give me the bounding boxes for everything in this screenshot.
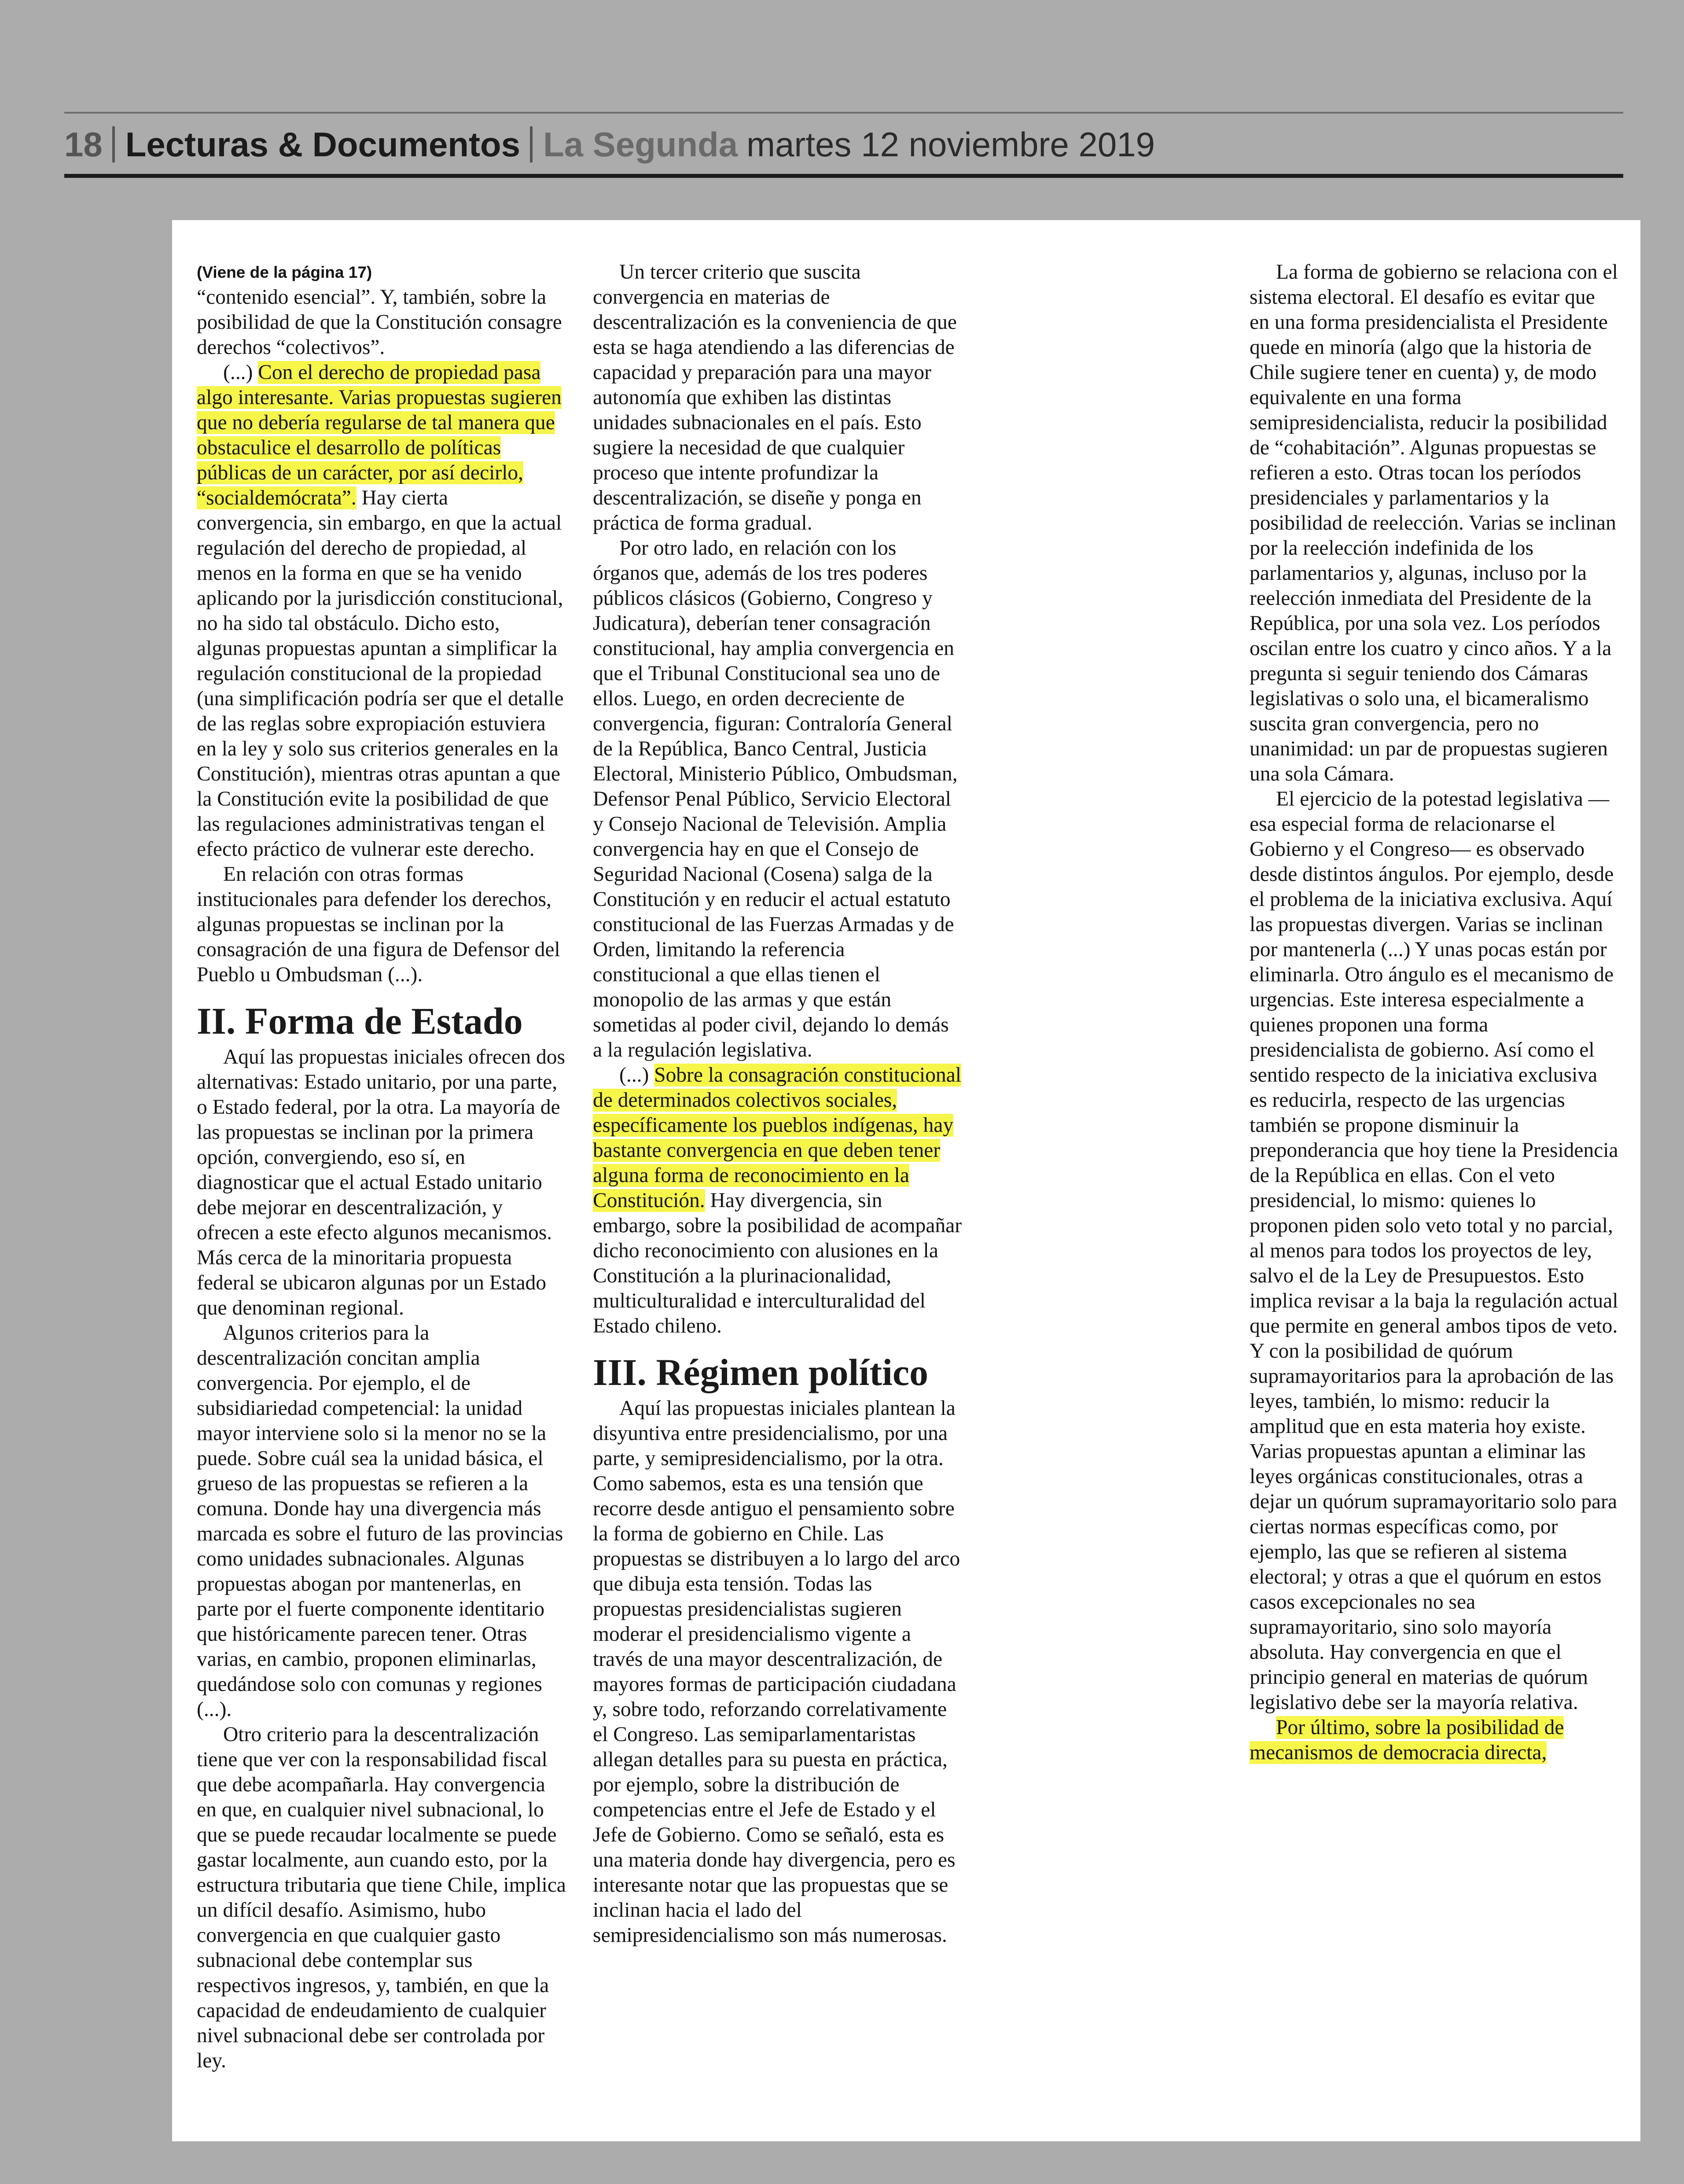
paragraph: Otro criterio para la descentralización tiene que ver con la responsabilidad fiscal que debe acompañarla. Hay convergencia en que, en cualquier nivel subnacional, lo que se puede recaudar localmente se puede gastar localmente, aun cuando esto, por la estructura tributaria que tiene Chile, implica un difícil desafío. Asimismo, hubo convergencia en que cualquier gasto subnacional debe contemplar sus respectivos ingresos, y, también, en que la capacidad de endeudamiento de cualquier nivel subnacional debe ser controlada por ley. bbox=[197, 1723, 566, 2072]
article-page bbox=[172, 220, 1640, 2141]
issue-date: martes 12 noviembre 2019 bbox=[746, 125, 1155, 164]
page-number: 18 bbox=[64, 125, 103, 164]
paragraph: La forma de gobierno se relaciona con el sistema electoral. El desafío es evitar que en una forma presidencialista el Presidente quede en minoría (algo que la historia de Chile sugiere tener en cuenta) y, de modo equivalente en una forma semipresidencialista, reducir la posibilidad de “cohabitación”. Algunas propuestas se refieren a esto. Otras tocan los períodos presidenciales y parlamentarios y la posibilidad de reelección. Varias se inclinan por la reelección indefinida de los parlamentarios y, algunas, incluso por la reelección inmediata del Presidente de la República, por una sola vez. Los períodos oscilan entre los cuatro y cinco años. Y a la pregunta si seguir teniendo dos Cámaras legislativas o solo una, el bicameralismo suscita gran convergencia, pero no unanimidad: un par de propuestas sugieren una sola Cámara. bbox=[1250, 261, 1618, 785]
paragraph: Aquí las propuestas iniciales plantean la disyuntiva entre presidencialismo, por una parte, y semipresidencialismo, por la otra. Como sabemos, esta es una tensión que recorre desde antiguo el pensamiento sobre la forma de gobierno en Chile. Las propuestas se distribuyen a lo largo del arco que dibuja esta tensión. Todas las propuestas presidencialistas sugieren moderar el presidencialismo vigente a través de una mayor descentralización, de mayores formas de participación ciudadana y, sobre todo, reforzando correlativamente el Congreso. Las semiparlamentaristas allegan detalles para su puesta en práctica, por ejemplo, sobre la distribución de competencias entre el Jefe de Estado y el Jefe de Gobierno. Como se señaló, esta es una materia donde hay divergencia, pero es interesante notar que las propuestas que se inclinan hacia el lado del semipresidencialismo son más numerosas. bbox=[593, 1397, 960, 1947]
masthead-divider bbox=[530, 126, 533, 162]
article-column-1 bbox=[197, 260, 566, 2122]
highlighted-text: Con el derecho de propiedad pasa algo interesante. Varias propuestas sugieren que no debería regularse de tal manera que obstaculice el desarrollo de políticas públicas de un carácter, por así decirlo, “socialdemócrata”. bbox=[197, 361, 562, 509]
header-bottom-rule bbox=[64, 174, 1623, 178]
paragraph: Aquí las propuestas iniciales ofrecen dos alternativas: Estado unitario, por una parte, o Estado federal, por la otra. La mayoría de las propuestas se inclinan por la primera opción, convergiendo, eso sí, en diagnosticar que el actual Estado unitario debe mejorar en descentralización, y ofrecen a este efecto algunos mecanismos. Más cerca de la minoritaria propuesta federal se ubicaron algunas por un Estado que denominan regional. bbox=[197, 1046, 565, 1319]
paragraph-highlighted bbox=[1250, 1715, 1619, 1765]
paragraph: En relación con otras formas institucionales para defender los derechos, algunas propuestas se inclinan por la consagración de una figura de Defensor del Pueblo u Ombudsman (...). bbox=[197, 863, 560, 986]
article-column-3 bbox=[1250, 260, 1619, 2122]
paragraph-lead: (...) bbox=[223, 361, 253, 384]
paragraph: “contenido esencial”. Y, también, sobre la posibilidad de que la Constitución consagre derechos “colectivos”. bbox=[197, 286, 562, 359]
paragraph: El ejercicio de la potestad legislativa —esa especial forma de relacionarse el Gobierno y el Congreso— es observado desde distintos ángulos. Por ejemplo, desde el problema de la iniciativa exclusiva. Aquí las propuestas divergen. Varias se inclinan por mantenerla (...) Y unas pocas están por eliminarla. Otro ángulo es el mecanismo de urgencias. Este interesa especialmente a quienes proponen una forma presidencialista de gobierno. Así como el sentido respecto de la iniciativa exclusiva es reducirla, respecto de las urgencias también se propone disminuir la preponderancia que hoy tiene la Presidencia de la República en ellas. Con el veto presidencial, lo mismo: quienes lo proponen piden solo veto total y no parcial, al menos para todos los proyectos de ley, salvo el de la Ley de Presupuestos. Esto implica revisar a la baja la regulación actual que permite en general ambos tipos de veto. Y con la posibilidad de quórum supramayoritarios para la aprobación de las leyes, también, lo mismo: reducir la amplitud que en esta materia hoy existe. Varias propuestas apuntan a eliminar las leyes orgánicas constitucionales, otras a dejar un quórum supramayoritario solo para ciertas normas específicas como, por ejemplo, las que se refieren al sistema electoral; y otras a que el quórum en estos casos excepcionales no sea supramayoritario, sino solo mayoría absoluta. Hay convergencia en que el principio general en materias de quórum legislativo debe ser la mayoría relativa. bbox=[1250, 788, 1618, 1714]
paragraph-text: Hay cierta convergencia, sin embargo, en que la actual regulación del derecho de propiedad, al menos en la forma en que se ha venido aplicando por la jurisdicción constitucional, no ha sido tal obstáculo. Dicho esto, algunas propuestas apuntan a simplificar la regulación constitucional de la propiedad (una simplificación podría ser que el detalle de las reglas sobre expropiación estuviera en la ley y solo sus criterios generales en la Constitución), mientras otras apuntan a que la Constitución evite la posibilidad de que las regulaciones administrativas tengan el efecto práctico de vulnerar este derecho. bbox=[197, 486, 564, 861]
masthead bbox=[64, 118, 1155, 171]
paragraph: Por otro lado, en relación con los órganos que, además de los tres poderes públicos clásicos (Gobierno, Congreso y Judicatura), deberían tener consagración constitucional, hay amplia convergencia en que el Tribunal Constitucional sea uno de ellos. Luego, en orden decreciente de convergencia, figuran: Contraloría General de la República, Banco Central, Justicia Electoral, Ministerio Público, Ombudsman, Defensor Penal Público, Servicio Electoral y Consejo Nacional de Televisión. Amplia convergencia hay en que el Consejo de Seguridad Nacional (Cosena) salga de la Constitución y en reducir el actual estatuto constitucional de las Fuerzas Armadas y de Orden, limitando la referencia constitucional a que ellas tienen el monopolio de las armas y que están sometidas al poder civil, dejando lo demás a la regulación legislativa. bbox=[593, 537, 958, 1061]
section-heading-regimen-politico: III. Régimen político bbox=[593, 1351, 929, 1393]
newspaper-brand: La Segunda bbox=[543, 125, 738, 164]
paragraph-lead: (...) bbox=[619, 1064, 649, 1086]
paragraph-text: Hay divergencia, sin embargo, sobre la posibilidad de acompañar dicho reconocimiento con alusiones en la Constitución a la plurinacionalidad, multiculturalidad e interculturalidad del Estado chileno. bbox=[593, 1189, 962, 1337]
section-title: Lecturas & Documentos bbox=[125, 125, 520, 164]
article-column-2 bbox=[593, 260, 963, 2122]
paragraph-highlighted bbox=[593, 1063, 963, 1339]
section-heading-forma-estado: II. Forma de Estado bbox=[197, 1000, 523, 1042]
highlighted-text: Sobre la consagración constitucional de determinados colectivos sociales, específicamente los pueblos indígenas, hay bastante convergencia en que deben tener alguna forma de reconocimiento en la Constitución. bbox=[593, 1064, 961, 1212]
paragraph: Un tercer criterio que suscita convergencia en materias de descentralización es la conveniencia de que esta se haga atendiendo a las diferencias de capacidad y preparación para una mayor autonomía que exhiben las distintas unidades subnacionales en el país. Esto sugiere la necesidad de que cualquier proceso que intente profundizar la descentralización, se diseñe y ponga en práctica de forma gradual. bbox=[593, 261, 957, 534]
highlighted-text: Por último, sobre la posibilidad de mecanismos de democracia directa, bbox=[1250, 1716, 1564, 1764]
masthead-divider bbox=[112, 126, 115, 162]
paragraph: Algunos criterios para la descentralización concitan amplia convergencia. Por ejemplo, el de subsidiariedad competencial: la unidad mayor interviene solo si la menor no se la puede. Sobre cuál sea la unidad básica, el grueso de las propuestas se refieren a la comuna. Donde hay una divergencia más marcada es sobre el futuro de las provincias como unidades subnacionales. Algunas propuestas abogan por mantenerlas, en parte por el fuerte componente identitario que históricamente parecen tener. Otras varias, en cambio, proponen eliminarlas, quedándose solo con comunas y regiones (...). bbox=[197, 1322, 563, 1721]
continued-from-label: (Viene de la página 17) bbox=[197, 263, 372, 281]
paragraph-highlighted bbox=[197, 360, 566, 862]
header-top-rule bbox=[64, 112, 1623, 114]
